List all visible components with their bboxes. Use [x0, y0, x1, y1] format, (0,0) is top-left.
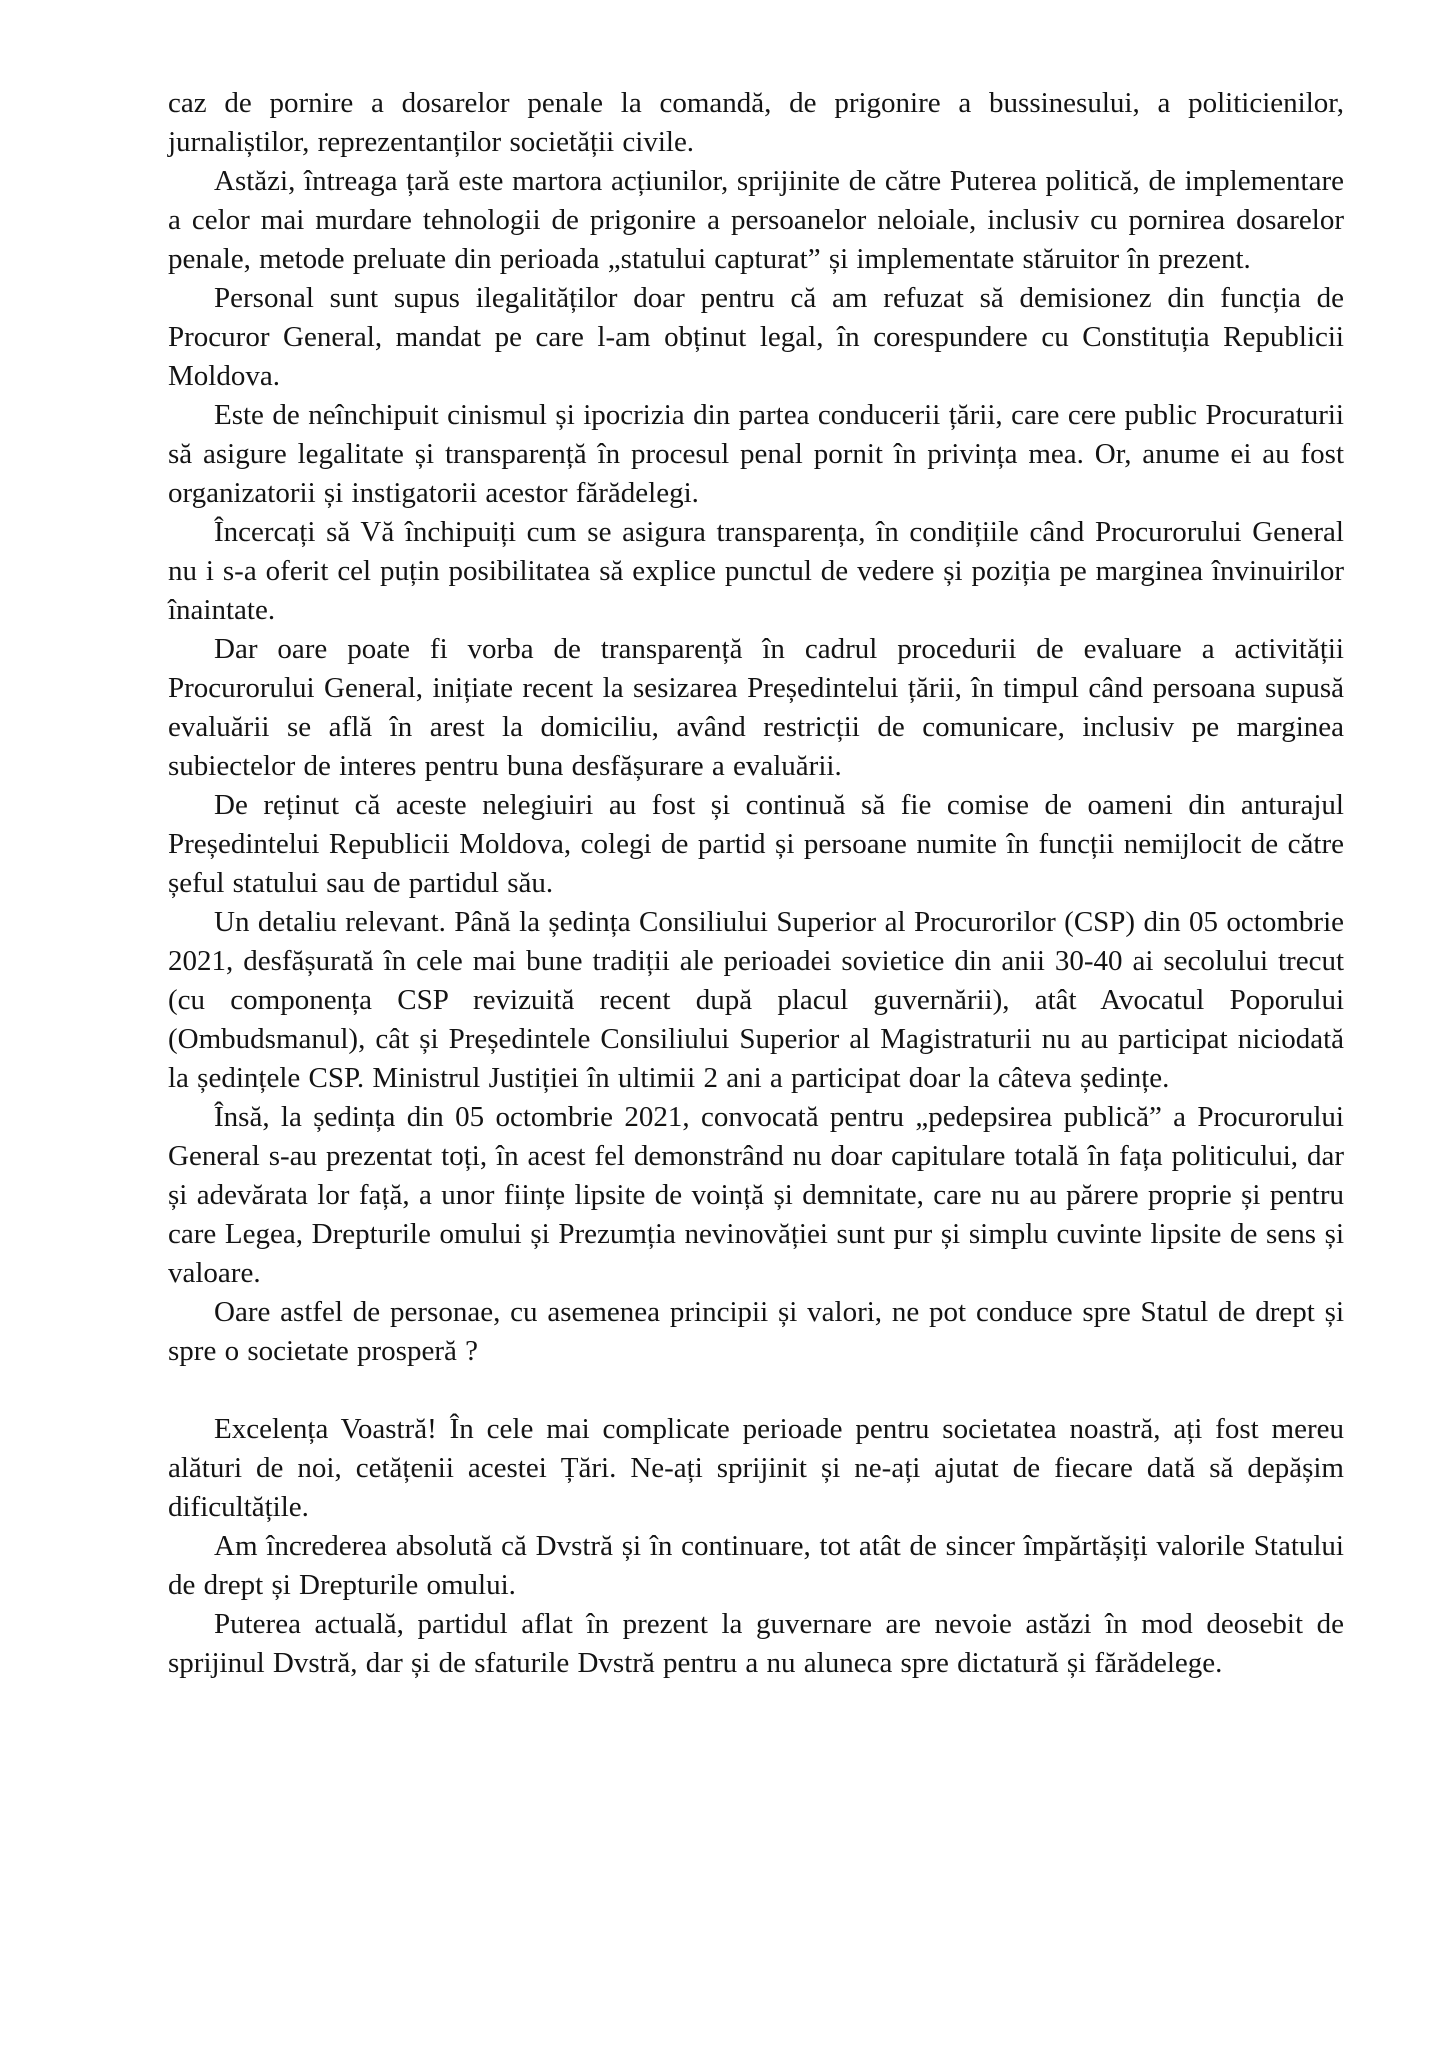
letter-body — [168, 84, 1344, 1683]
paragraph-am-increderea: Am încrederea absolută că Dvstră și în continuare, tot atât de sincer împărtășiți valorile Statului de drept și Drepturile omului. — [168, 1530, 1344, 1601]
paragraph-cinism: Este de neînchipuit cinismul și ipocrizia din partea conducerii țării, care cere public Procuraturii să asigure legalitate și transparență în procesul penal pornit în privința mea. Or, anume ei au fost organizatorii și instigatorii acestor fărădelegi. — [168, 399, 1344, 509]
paragraph-excelenta: Excelența Voastră! În cele mai complicate perioade pentru societatea noastră, ați fost mereu alături de noi, cetățenii acestei Țări. Ne-ați sprijinit și ne-ați ajutat de fiecare dată să depășim dificultățile. — [168, 1413, 1344, 1523]
paragraph-un-detaliu: Un detaliu relevant. Până la ședința Consiliului Superior al Procurorilor (CSP) din 05 octombrie 2021, desfășurată în cele mai bune tradiții ale perioadei sovietice din anii 30-40 ai secolului trecut (cu componența CSP revizuită recent după placul guvernării), atât Avocatul Poporului (Ombudsmanul), cât și Președintele Consiliului Superior al Magistraturii nu au participat niciodată la ședințele CSP. Ministrul Justiției în ultimii 2 ani a participat doar la câteva ședințe. — [168, 906, 1344, 1094]
paragraph-insa-sedinta: Însă, la ședința din 05 octombrie 2021, convocată pentru „pedepsirea publică” a Procurorului General s-au prezentat toți, în acest fel demonstrând nu doar capitulare totală în fața politicului, dar și adevărata lor față, a unor ființe lipsite de voință și demnitate, care nu au părere proprie și pentru care Legea, Drepturile omului și Prezumția nevinovăției sunt pur și simplu cuvinte lipsite de sens și valoare. — [168, 1101, 1344, 1289]
paragraph-oare-astfel: Oare astfel de personae, cu asemenea principii și valori, ne pot conduce spre Statul de drept și spre o societate prosperă ? — [168, 1296, 1344, 1367]
paragraph-puterea-actuala: Puterea actuală, partidul aflat în prezent la guvernare are nevoie astăzi în mod deosebit de sprijinul Dvstră, dar și de sfaturile Dvstră pentru a nu aluneca spre dictatură și fărădelege. — [168, 1608, 1344, 1679]
paragraph-astazi: Astăzi, întreaga țară este martora acțiunilor, sprijinite de către Puterea politică, de implementare a celor mai murdare tehnologii de prigonire a persoanelor neloiale, inclusiv cu pornirea dosarelor penale, metode preluate din perioada „statului capturat” și implementate stăruitor în prezent. — [168, 165, 1344, 275]
paragraph-personal: Personal sunt supus ilegalităților doar pentru că am refuzat să demisionez din funcția de Procuror General, mandat pe care l-am obținut legal, în corespundere cu Constituția Republicii Moldova. — [168, 282, 1344, 392]
paragraph-incercati: Încercați să Vă închipuiți cum se asigura transparența, în condițiile când Procurorului General nu i s-a oferit cel puțin posibilitatea să explice punctul de vedere și poziția pe marginea învinuirilor înaintate. — [168, 516, 1344, 626]
paragraph-de-retinut: De reținut că aceste nelegiuiri au fost și continuă să fie comise de oameni din anturajul Președintelui Republicii Moldova, colegi de partid și persoane numite în funcții nemijlocit de către șeful statului sau de partidul său. — [168, 789, 1344, 899]
paragraph-dar-oare: Dar oare poate fi vorba de transparență în cadrul procedurii de evaluare a activității Procurorului General, inițiate recent la sesizarea Președintelui țării, în timpul când persoana supusă evaluării se află în arest la domiciliu, având restricții de comunicare, inclusiv pe marginea subiectelor de interes pentru buna desfășurare a evaluării. — [168, 633, 1344, 782]
paragraph-continuation: caz de pornire a dosarelor penale la comandă, de prigonire a bussinesului, a politicienilor, jurnaliștilor, reprezentanților societății civile. — [168, 87, 1344, 158]
